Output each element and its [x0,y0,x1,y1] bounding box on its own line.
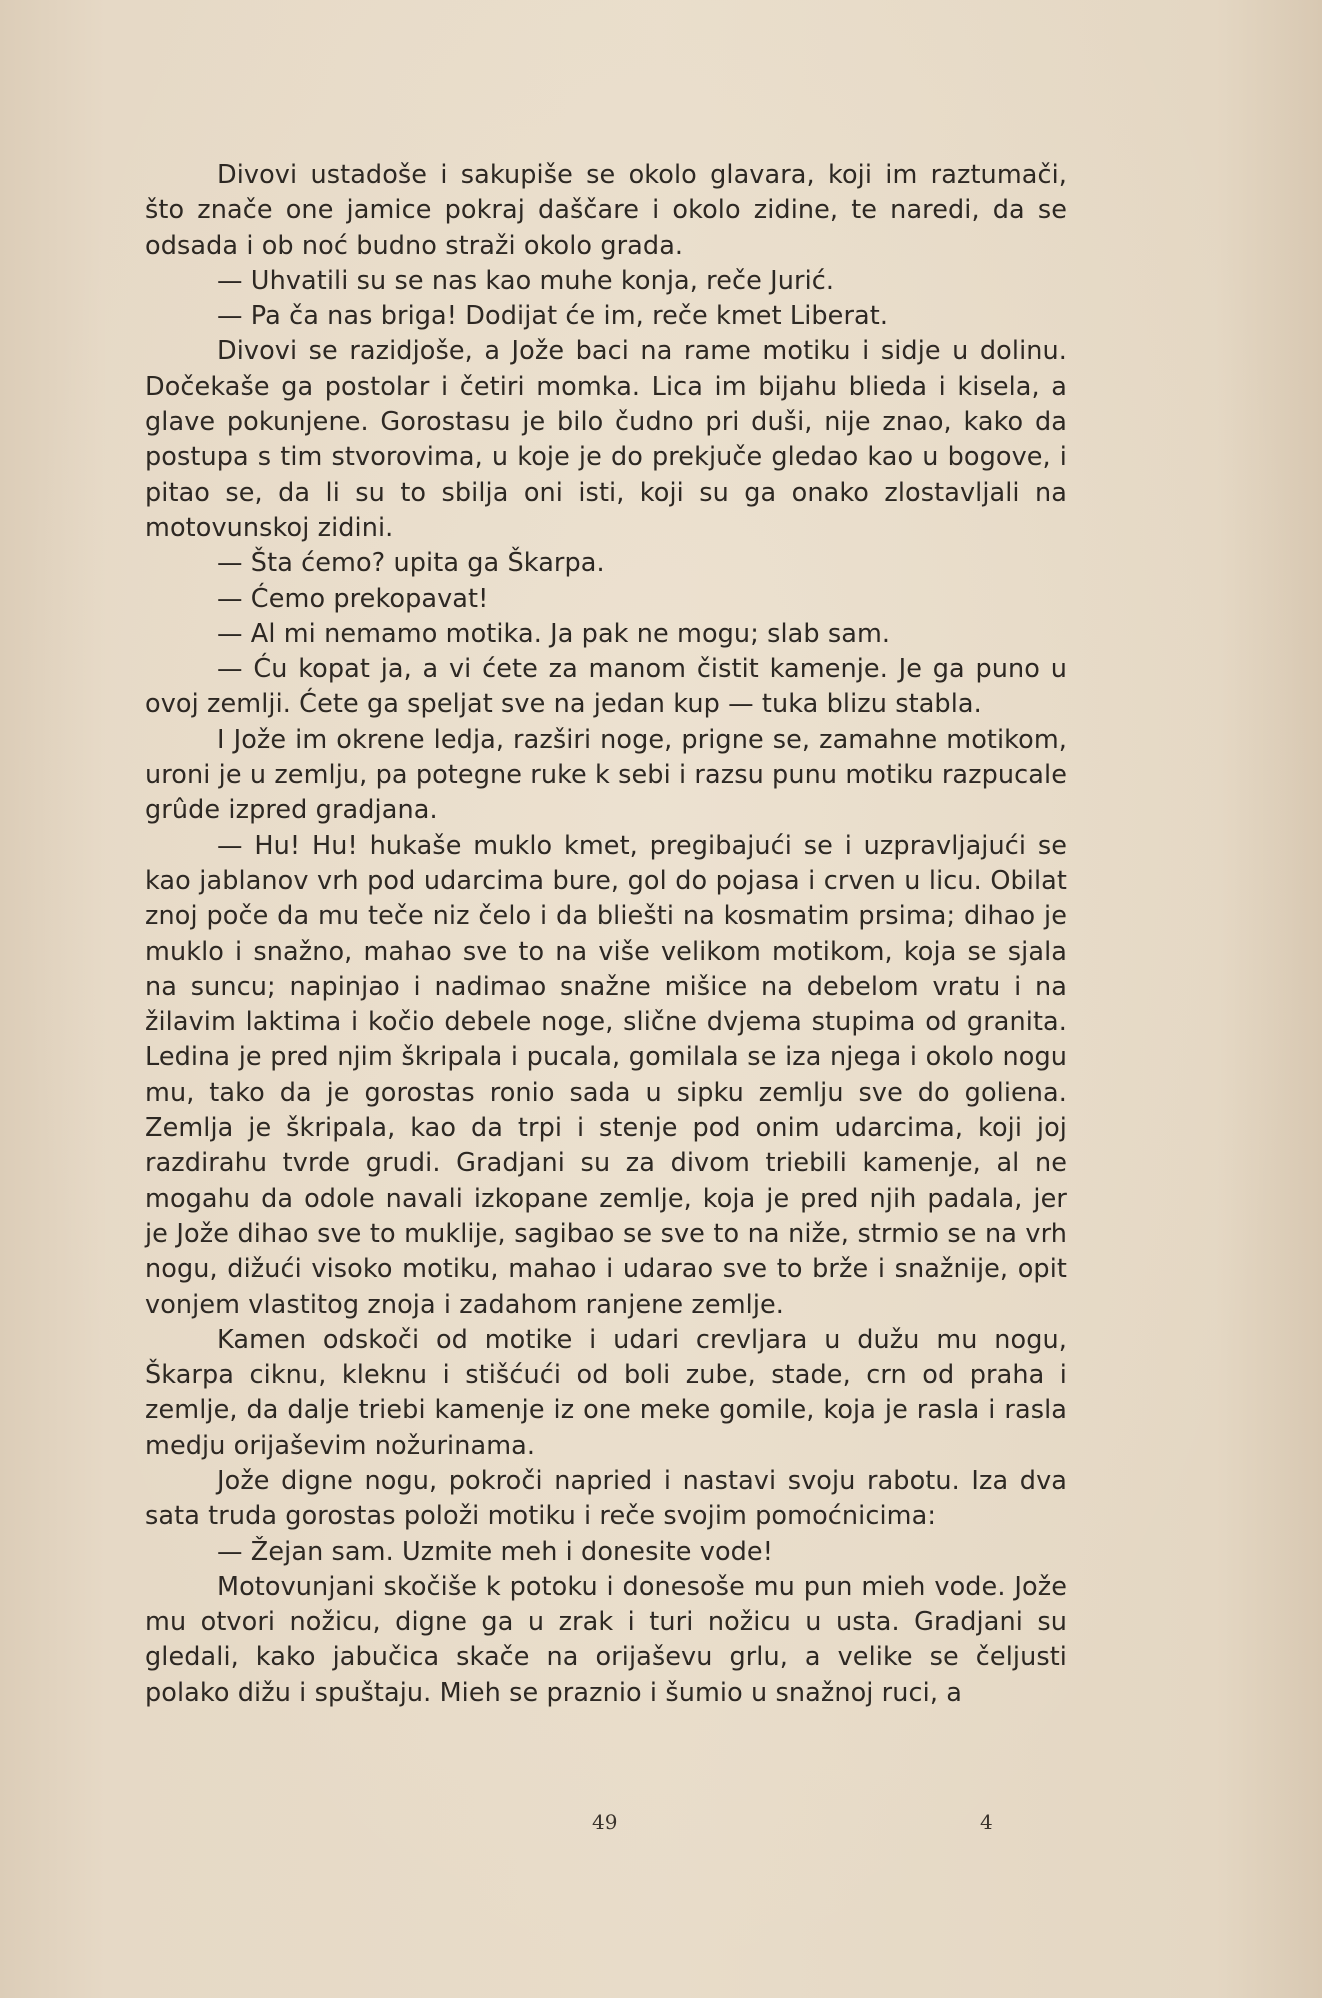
dialogue-line: — Al mi nemamo motika. Ja pak ne mogu; slab sam. [217,618,891,649]
dialogue-line: — Žejan sam. Uzmite meh i donesite vode! [217,1536,774,1567]
dialogue-line: — Uhvatili su se nas kao muhe konja, reče Jurić. [217,265,835,296]
paragraph: Motovunjani skočiše k potoku i donesoše mu pun mieh vode. Jože mu otvori nožicu, digne ga u zrak i turi nožicu u usta. Gradjani su gledali, kako jabučica skače na orijaševu grlu, a velike se čeljusti polako dižu i spuštaju. Mieh se praznio i šumio u snažnoj ruci, a [145,1571,1067,1708]
paragraph: Kamen odskoči od motike i udari crevljara u dužu mu nogu, Škarpa ciknu, kleknu i stišćući od boli zube, stade, crn od praha i zemlje, da dalje triebi kamenje iz one meke gomile, koja je rasla i rasla medju orijaševim nožurinama. [145,1324,1067,1461]
paragraph: — Hu! Hu! hukaše muklo kmet, pregibajući se i uzpravljajući se kao jablanov vrh pod udarcima bure, gol do pojasa i crven u licu. Obilat znoj poče da mu teče niz čelo i da bliešti na kosmatim prsima; dihao je muklo i snažno, mahao sve to na više velikom motikom, koja se sjala na suncu; napinjao i nadimao snažne mišice na debelom vratu i na žilavim laktima i kočio debele noge, slične dvjema stupima od granita. Ledina je pred njim škripala i pucala, gomilala se iza njega i okolo nogu mu, tako da je gorostas ronio sada u sipku zemlju sve do goliena. Zemlja je škripala, kao da trpi i stenje pod onim udarcima, koji joj razdirahu tvrde grudi. Gradjani su za divom triebili kamenje, al ne mogahu da odole navali izkopane zemlje, koja je pred njih padala, jer je Jože dihao sve to muklije, sagibao se sve to na niže, strmio se na vrh nogu, dižući visoko motiku, mahao i udarao sve to brže i snažnije, opit vonjem vlastitog znoja i zadahom ranjene zemlje. [145,830,1067,1320]
signature-number: 4 [980,1810,993,1834]
paragraph: Jože digne nogu, pokroči napried i nastavi svoju rabotu. Iza dva sata truda gorostas položi motiku i reče svojim pomoćnicima: [145,1465,1067,1532]
dialogue-line: — Ću kopat ja, a vi ćete za manom čistit kamenje. Je ga puno u ovoj zemlji. Ćete ga speljat sve na jedan kup — tuka blizu stabla. [145,654,1067,720]
dialogue-line: — Pa ča nas briga! Dodijat će im, reče kmet Liberat. [217,301,889,332]
body-text [145,158,1067,1711]
page-number: 49 [592,1810,618,1834]
dialogue-line: — Šta ćemo? upita ga Škarpa. [217,548,605,579]
paragraph: Divovi ustadoše i sakupiše se okolo glavara, koji im raztumači, što znače one jamice pokraj daščare i okolo zidine, te naredi, da se odsada i ob noć budno straži okolo grada. [145,160,1067,261]
page-footer [0,1810,1322,1840]
paragraph: I Jože im okrene ledja, razširi noge, prigne se, zamahne motikom, uroni je u zemlju, pa potegne ruke k sebi i razsu punu motiku razpucale grûde izpred gradjana. [145,724,1067,826]
dialogue-line: — Ćemo prekopavat! [217,583,489,614]
paragraph: Divovi se razidjoše, a Jože baci na rame motiku i sidje u dolinu. Dočekaše ga postolar i četiri momka. Lica im bijahu blieda i kisela, a glave pokunjene. Gorostasu je bilo čudno pri duši, nije znao, kako da postupa s tim stvorovima, u koje je do prekjuče gledao kao u bogove, i pitao se, da li su to sbilja oni isti, koji su ga onako zlostavljali na motovunskoj zidini. [145,336,1067,543]
